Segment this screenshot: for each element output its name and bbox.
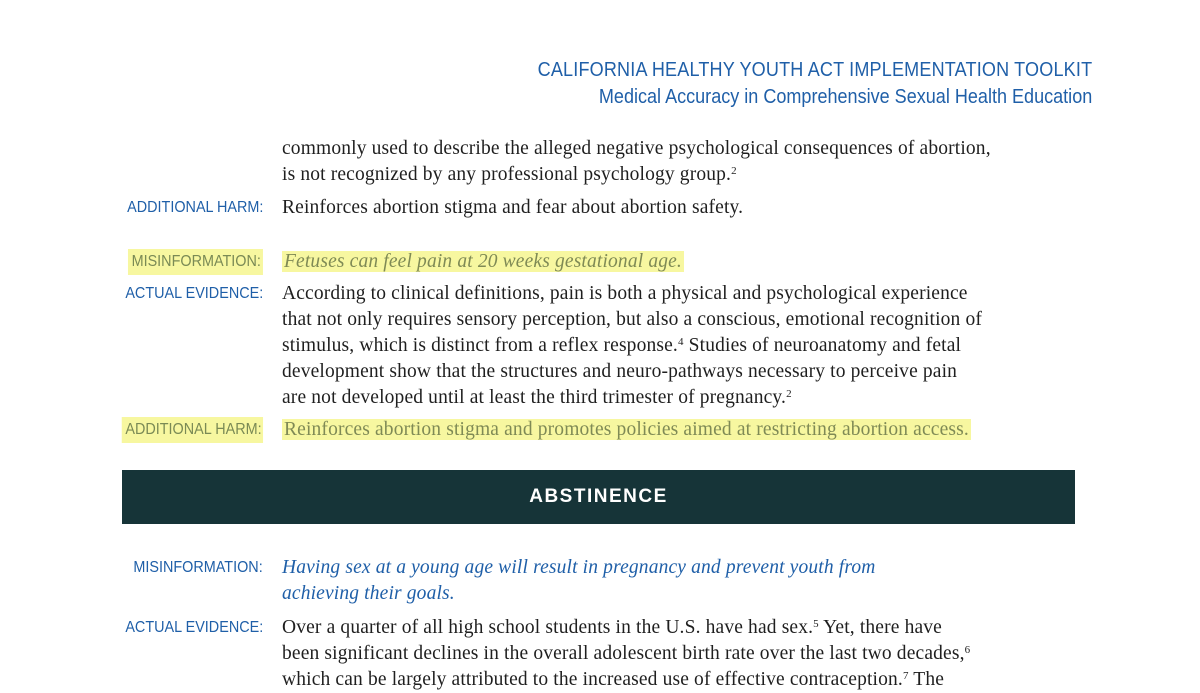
body-text-line: are not developed until at least the third trimester of pregnancy.$^2$	[282, 387, 792, 408]
toolkit-subtitle: Medical Accuracy in Comprehensive Sexual Health Education	[598, 85, 1092, 108]
misinformation-text: achieving their goals.	[282, 583, 455, 604]
section-banner	[122, 470, 1075, 524]
reference-superscript: 6	[964, 644, 971, 656]
misinformation-text: Having sex at a young age will result in pregnancy and prevent youth from	[282, 557, 876, 578]
reference-superscript: 5	[813, 618, 819, 630]
actual-evidence-label: ACTUAL EVIDENCE:	[125, 619, 263, 636]
reference-superscript: 2	[731, 165, 737, 177]
reference-superscript: 2	[786, 388, 792, 400]
additional-harm-text: Reinforces abortion stigma and fear about abortion safety.	[282, 197, 744, 218]
reference-superscript: 4	[677, 336, 684, 348]
body-text-line	[282, 162, 737, 188]
text-span: commonly used to describe the alleged negative psychological consequences of abortion,	[282, 138, 991, 159]
toolkit-title: CALIFORNIA HEALTHY YOUTH ACT IMPLEMENTATION TOOLKIT	[537, 58, 1092, 81]
document-header	[537, 56, 1092, 110]
body-text-line: Over a quarter of all high school students in the U.S. have had sex.$^5$ Yet, there have	[282, 617, 942, 638]
actual-evidence-label: ACTUAL EVIDENCE:	[125, 285, 263, 302]
additional-harm-label: ADDITIONAL HARM:	[0, 417, 263, 443]
additional-harm-label: ADDITIONAL HARM:	[126, 199, 263, 216]
body-text-line: stimulus, which is distinct from a reflex response.$^4$ Studies of neuroanatomy and fetal	[282, 335, 962, 356]
misinformation-label: MISINFORMATION:	[133, 559, 263, 576]
body-text-line: been significant declines in the overall adolescent birth rate over the last two decades,$^6$	[282, 643, 971, 664]
reference-superscript: 7	[902, 670, 909, 682]
body-text-line	[282, 136, 991, 162]
body-text-line: According to clinical definitions, pain is both a physical and psychological experience	[282, 283, 968, 304]
body-text-line: which can be largely attributed to the increased use of effective contraception.$^7$ The	[282, 669, 945, 690]
body-text-line: that not only requires sensory perception, but also a conscious, emotional recognition of	[282, 309, 983, 330]
misinformation-label: MISINFORMATION:	[0, 249, 263, 275]
additional-harm-text: Reinforces abortion stigma and promotes policies aimed at restricting abortion access.	[284, 419, 969, 440]
section-title: ABSTINENCE	[529, 486, 668, 507]
body-text-line: development show that the structures and neuro-pathways necessary to perceive pain	[282, 361, 958, 382]
misinformation-text: Fetuses can feel pain at 20 weeks gestational age.	[284, 251, 682, 272]
text-span: is not recognized by any professional psychology group.	[282, 164, 732, 185]
